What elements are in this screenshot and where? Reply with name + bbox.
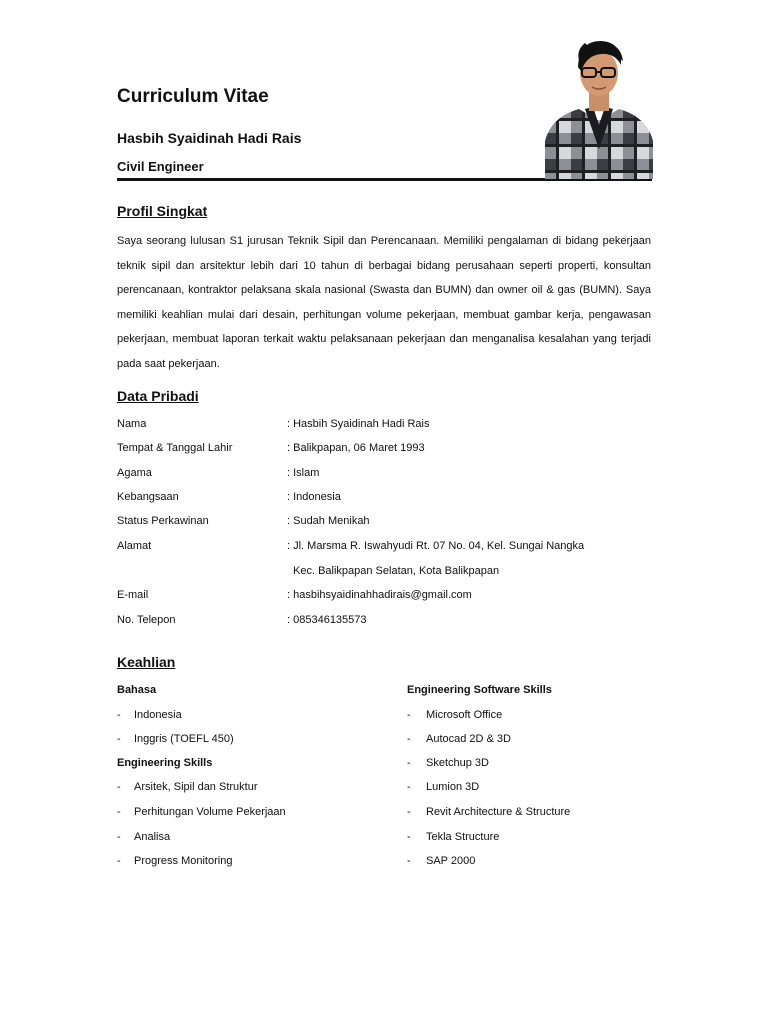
list-item: Tekla Structure — [426, 831, 500, 843]
field-value: : hasbihsyaidinahhadirais@gmail.com — [287, 589, 472, 601]
skills-right-column — [407, 684, 652, 874]
candidate-name: Hasbih Syaidinah Hadi Rais — [117, 130, 302, 146]
field-label: Nama — [117, 418, 147, 430]
field-label: No. Telepon — [117, 614, 176, 626]
list-item: Perhitungan Volume Pekerjaan — [134, 806, 286, 818]
profile-summary: Saya seorang lulusan S1 jurusan Teknik Sipil dan Perencanaan. Memiliki pengalaman di bidang pekerjaan teknik sipil dan arsitektur lebih dari 10 tahun di berbagai bidang perusahaan seperti properti, konsultan perencanaan, kontraktor pelaksana skala nasional (Swasta dan BUMN) dan owner oil & gas (BUMN). Saya memiliki keahlian mulai dari desain, perhitungan volume pekerjaan, membuat gambar kerja, pengawasan pekerjaan, membuat laporan terkait waktu pelaksanaan pekerjaan dan menganalisa kesalahan yang terjadi pada saat pekerjaan. — [117, 235, 651, 370]
profile-photo — [545, 29, 653, 179]
bullet: - — [407, 831, 411, 843]
field-label: Agama — [117, 467, 152, 479]
bullet: - — [117, 831, 121, 843]
field-value: : 085346135573 — [287, 614, 367, 626]
list-item: Microsoft Office — [426, 709, 503, 721]
field-label: Status Perkawinan — [117, 515, 209, 527]
bullet: - — [117, 855, 121, 867]
bullet: - — [117, 806, 121, 818]
field-value: : Indonesia — [287, 491, 341, 503]
list-item: Analisa — [134, 831, 171, 843]
field-value: : Sudah Menikah — [287, 515, 370, 527]
subheading-languages: Bahasa — [117, 684, 157, 696]
list-item: Inggris (TOEFL 450) — [134, 733, 234, 745]
list-item: Arsitek, Sipil dan Struktur — [134, 781, 258, 793]
list-item: Autocad 2D & 3D — [426, 733, 511, 745]
skills-left-column — [117, 684, 387, 874]
subheading-software: Engineering Software Skills — [407, 684, 552, 696]
bullet: - — [117, 709, 121, 721]
field-label: Kebangsaan — [117, 491, 179, 503]
field-label: E-mail — [117, 589, 149, 601]
list-item: SAP 2000 — [426, 855, 476, 867]
bullet: - — [117, 781, 121, 793]
document-title: Curriculum Vitae — [117, 86, 269, 107]
subheading-engineering: Engineering Skills — [117, 757, 213, 769]
field-value-continued: Kec. Balikpapan Selatan, Kota Balikpapan — [293, 565, 500, 577]
list-item: Revit Architecture & Structure — [426, 806, 571, 818]
field-label: Tempat & Tanggal Lahir — [117, 442, 233, 454]
section-title-personal: Data Pribadi — [117, 388, 199, 404]
bullet: - — [407, 806, 411, 818]
bullet: - — [407, 855, 411, 867]
field-value: : Jl. Marsma R. Iswahyudi Rt. 07 No. 04, Kel. Sungai Nangka — [287, 540, 585, 552]
section-title-skills: Keahlian — [117, 654, 176, 670]
bullet: - — [117, 733, 121, 745]
candidate-job-title: Civil Engineer — [117, 159, 204, 174]
field-value: : Balikpapan, 06 Maret 1993 — [287, 442, 425, 454]
bullet: - — [407, 733, 411, 745]
list-item: Progress Monitoring — [134, 855, 233, 867]
bullet: - — [407, 757, 411, 769]
list-item: Lumion 3D — [426, 781, 480, 793]
list-item: Sketchup 3D — [426, 757, 489, 769]
bullet: - — [407, 781, 411, 793]
bullet: - — [407, 709, 411, 721]
field-value: : Islam — [287, 467, 320, 479]
section-title-profile: Profil Singkat — [117, 203, 208, 219]
field-value: : Hasbih Syaidinah Hadi Rais — [287, 418, 430, 430]
list-item: Indonesia — [134, 709, 182, 721]
field-label: Alamat — [117, 540, 152, 552]
